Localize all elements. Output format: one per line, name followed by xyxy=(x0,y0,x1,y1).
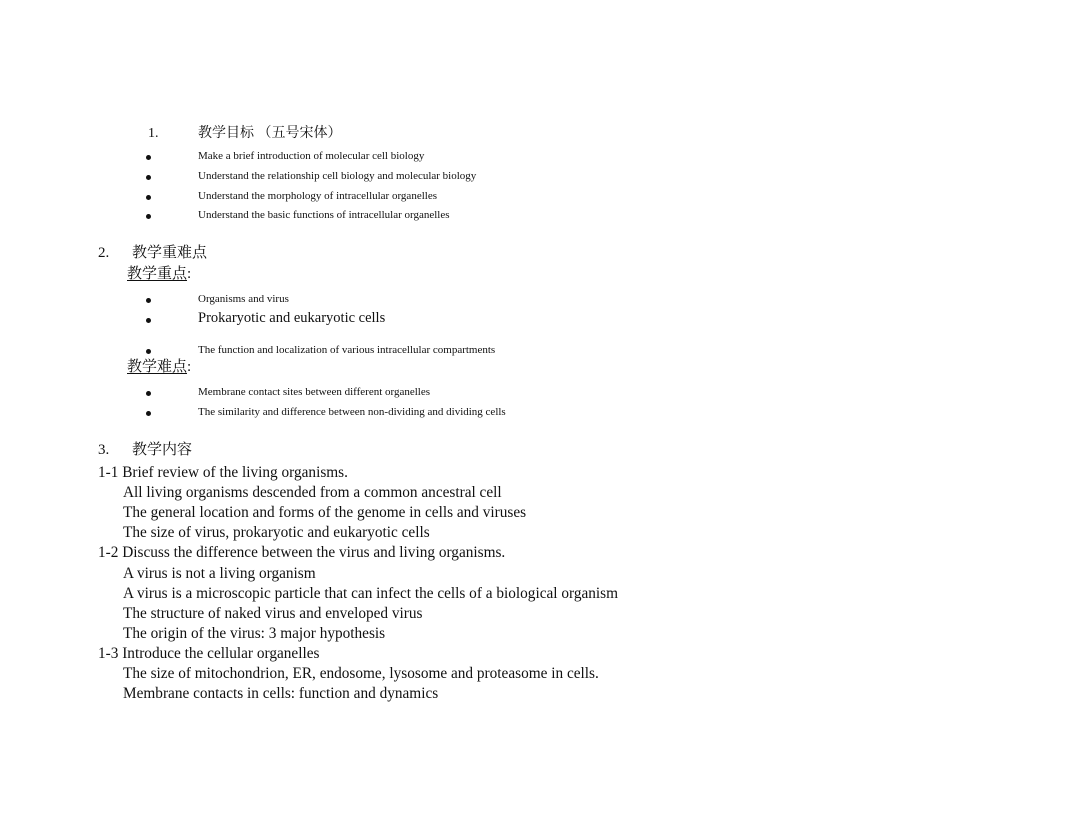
section1-title: 教学目标 （五号宋体） xyxy=(198,126,342,141)
topic-line: A virus is not a living organism xyxy=(123,565,316,582)
section1-item: Understand the basic functions of intracellular organelles xyxy=(198,209,450,221)
section1-number: 1. xyxy=(148,126,159,141)
bullet-marker xyxy=(146,214,151,219)
bullet-marker xyxy=(146,411,151,416)
difficult-points-colon: : xyxy=(187,359,192,375)
topic-line: A virus is a microscopic particle that can infect the cells of a biological organism xyxy=(123,585,619,602)
bullet-marker xyxy=(146,318,151,323)
section1-item: Understand the relationship cell biology and molecular biology xyxy=(198,170,477,182)
topic-heading: 1-2 Discuss the difference between the virus and living organisms. xyxy=(98,544,506,561)
section1-item: Make a brief introduction of molecular cell biology xyxy=(198,150,425,162)
difficult-point-item: Membrane contact sites between different organelles xyxy=(198,386,431,398)
topic-line: The size of virus, prokaryotic and eukaryotic cells xyxy=(123,524,430,541)
key-point-item: Organisms and virus xyxy=(198,293,289,305)
topic-heading: 1-1 Brief review of the living organisms. xyxy=(98,464,348,481)
section1-item: Understand the morphology of intracellular organelles xyxy=(198,190,437,202)
section2-title: 教学重难点 xyxy=(132,245,208,261)
topic-heading: 1-3 Introduce the cellular organelles xyxy=(98,645,320,662)
key-points-colon: : xyxy=(187,266,192,282)
difficult-point-item: The similarity and difference between non-dividing and dividing cells xyxy=(198,406,506,418)
section2-number: 2. xyxy=(98,245,110,261)
bullet-marker xyxy=(146,391,151,396)
key-point-item: The function and localization of various intracellular compartments xyxy=(198,344,496,356)
topic-line: The structure of naked virus and enveloped virus xyxy=(123,605,423,622)
topic-line: The general location and forms of the genome in cells and viruses xyxy=(123,504,527,521)
difficult-points-heading xyxy=(127,360,191,375)
bullet-marker xyxy=(146,175,151,180)
topic-line: Membrane contacts in cells: function and dynamics xyxy=(123,685,439,702)
section3-number: 3. xyxy=(98,442,110,458)
bullet-marker xyxy=(146,155,151,160)
key-point-item: Prokaryotic and eukaryotic cells xyxy=(198,310,386,326)
bullet-marker xyxy=(146,349,151,354)
section3-title: 教学内容 xyxy=(132,442,193,458)
topic-line: The origin of the virus: 3 major hypothesis xyxy=(123,625,386,642)
topic-line: The size of mitochondrion, ER, endosome, lysosome and proteasome in cells. xyxy=(123,665,599,682)
bullet-marker xyxy=(146,298,151,303)
topic-line: All living organisms descended from a common ancestral cell xyxy=(123,484,502,501)
key-points-heading xyxy=(127,267,191,282)
bullet-marker xyxy=(146,195,151,200)
difficult-points-label: 教学难点 xyxy=(127,359,188,375)
key-points-label: 教学重点 xyxy=(127,266,188,282)
